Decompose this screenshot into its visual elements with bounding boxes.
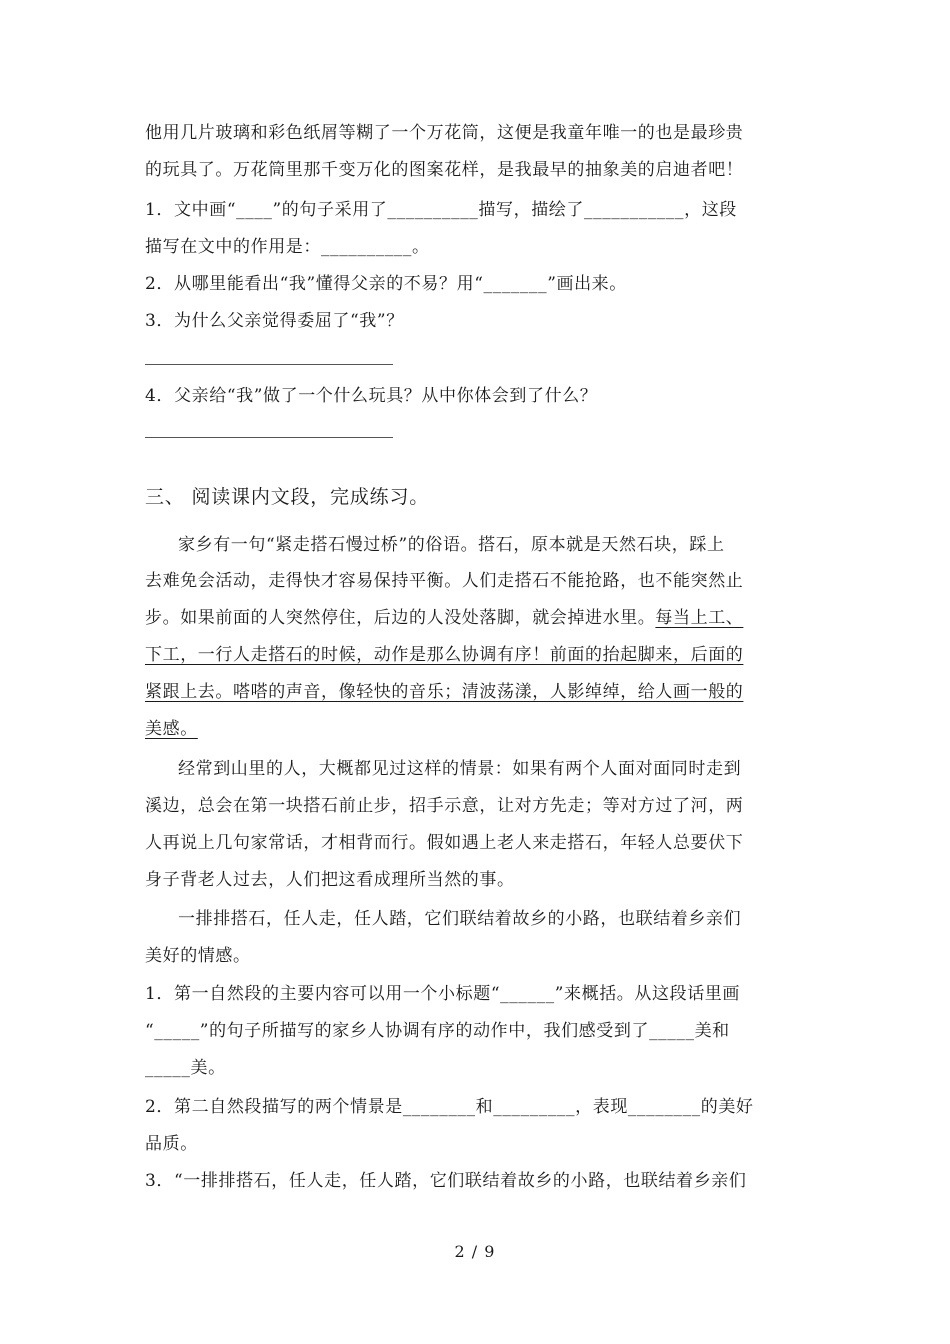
question-1-line: 描写在文中的作用是：__________。: [145, 237, 430, 257]
paragraph-line: 身子背老人过去，人们把这看成理所当然的事。: [145, 870, 515, 890]
question-2: 2．从哪里能看出“我”懂得父亲的不易？用“_______”画出来。: [145, 274, 627, 294]
exercise-1-line: 1．第一自然段的主要内容可以用一个小标题“______”来概括。从这段话里画: [145, 984, 740, 1004]
exercise-1-line: _____美。: [145, 1058, 226, 1078]
exercise-3-line: 3．“一排排搭石，任人走，任人踏，它们联结着故乡的小路，也联结着乡亲们: [145, 1171, 747, 1191]
answer-line[interactable]: [145, 437, 393, 438]
paragraph-line: 经常到山里的人，大概都见过这样的情景：如果有两个人面对面同时走到: [178, 759, 742, 779]
exercise-1-line: “_____”的句子所描写的家乡人协调有序的动作中，我们感受到了_____美和: [145, 1021, 730, 1041]
question-1-line: 1．文中画“____”的句子采用了__________描写，描绘了___________，这段: [145, 200, 737, 220]
question-4: 4．父亲给“我”做了一个什么玩具？从中你体会到了什么？: [145, 386, 598, 406]
answer-line[interactable]: [145, 364, 393, 365]
underlined-line: 紧跟上去。嗒嗒的声音，像轻快的音乐；清波荡漾，人影绰绰，给人画一般的: [145, 682, 744, 702]
paragraph-line: 去难免会活动，走得快才容易保持平衡。人们走搭石不能抢路，也不能突然止: [145, 571, 744, 591]
underlined-text: 美感。: [145, 719, 198, 739]
underlined-text: 每当上工、: [655, 608, 744, 628]
paragraph-text: 步。如果前面的人突然停住，后边的人没处落脚，就会掉进水里。: [145, 608, 656, 628]
paragraph-line: 家乡有一句“紧走搭石慢过桥”的俗语。搭石，原本就是天然石块，踩上: [178, 535, 725, 555]
section-title: 三、 阅读课内文段，完成练习。: [145, 486, 430, 508]
paragraph-line: 溪边，总会在第一块搭石前止步，招手示意，让对方先走；等对方过了河，两: [145, 796, 744, 816]
question-3: 3．为什么父亲觉得委屈了“我”？: [145, 311, 404, 331]
passage-line: 的玩具了。万花筒里那千变万化的图案花样，是我最早的抽象美的启迪者吧！: [145, 160, 744, 180]
underlined-line: [145, 718, 805, 740]
exercise-2-line: 品质。: [145, 1134, 198, 1154]
underlined-line: 下工，一行人走搭石的时候，动作是那么协调有序！前面的抬起脚来，后面的: [145, 645, 744, 665]
page-number: 2 / 9: [454, 1242, 496, 1261]
paragraph-line: [145, 607, 805, 629]
paragraph-line: 美好的情感。: [145, 946, 251, 966]
paragraph-line: 人再说上几句家常话，才相背而行。假如遇上老人来走搭石，年轻人总要伏下: [145, 833, 744, 853]
paragraph-line: 一排排搭石，任人走，任人踏，它们联结着故乡的小路，也联结着乡亲们: [178, 909, 742, 929]
exercise-2-line: 2．第二自然段描写的两个情景是________和_________，表现________的美好: [145, 1097, 754, 1117]
passage-line: 他用几片玻璃和彩色纸屑等糊了一个万花筒，这便是我童年唯一的也是最珍贵: [145, 123, 744, 143]
